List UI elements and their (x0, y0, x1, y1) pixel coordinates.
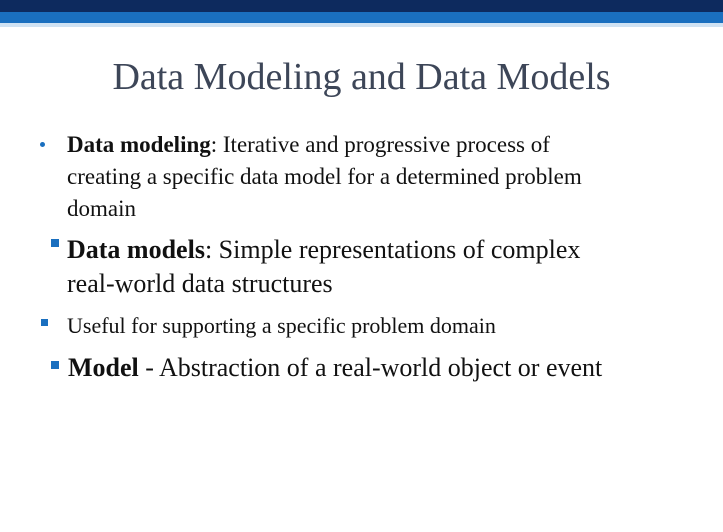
bullet-text: : Simple representations of complex (204, 235, 581, 264)
bullet-square-icon (41, 319, 48, 326)
bullet-line: Useful for supporting a specific problem domain (67, 313, 496, 338)
bullet-text: : Iterative and progressive process of (210, 132, 550, 157)
bullet-text: - Abstraction of a real-world object or event (138, 353, 603, 382)
bullet-line: domain (67, 196, 136, 221)
slide-title: Data Modeling and Data Models (112, 56, 611, 98)
bullet-dot-icon (40, 142, 45, 147)
bullet-term: Data models (67, 235, 205, 264)
header-band-dark (0, 0, 723, 12)
bullet-useful (67, 311, 496, 341)
bullet-line (67, 129, 582, 161)
bullet-term: Model (68, 353, 139, 382)
bullet-square-icon (51, 239, 59, 247)
bullet-line: real-world data structures (67, 269, 333, 298)
bullet-line: creating a specific data model for a determined problem (67, 164, 582, 189)
header-band-mid (0, 12, 723, 23)
bullet-square-icon (51, 361, 59, 369)
bullet-model (68, 351, 602, 385)
bullet-data-models (67, 233, 580, 301)
bullet-line (67, 233, 580, 267)
header-band-light (0, 23, 723, 27)
bullet-data-modeling (67, 129, 582, 225)
bullet-term: Data modeling (67, 132, 211, 157)
bullet-line (68, 351, 602, 385)
